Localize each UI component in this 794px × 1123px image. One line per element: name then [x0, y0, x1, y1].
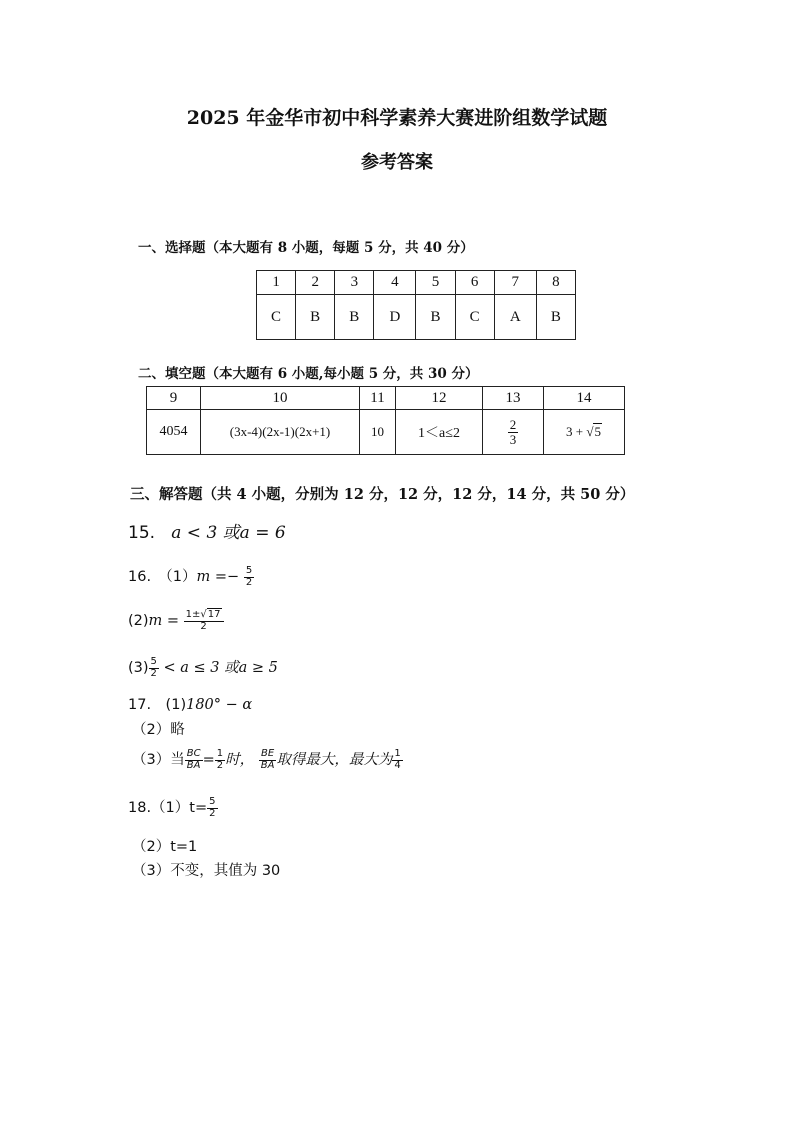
table-cell: 11	[360, 387, 396, 410]
fraction	[149, 657, 159, 679]
fraction-numerator: 2	[509, 416, 517, 432]
numerator-text: 1±	[185, 609, 201, 620]
table-cell: B	[335, 295, 374, 340]
table-cell	[544, 410, 625, 455]
fraction-numerator: 1	[216, 748, 224, 759]
fraction-numerator	[184, 610, 224, 622]
table-cell: 1＜a≤2	[396, 410, 483, 455]
table-cell: 8	[536, 271, 575, 295]
fraction	[392, 749, 402, 771]
question-label: 18.（1）t=	[128, 800, 208, 816]
fraction-numerator: 5	[150, 656, 157, 667]
table-cell: A	[494, 295, 536, 340]
fraction-denominator: 2	[200, 620, 207, 632]
fraction	[508, 418, 519, 446]
fraction-denominator: 2	[209, 807, 216, 819]
question-label: （3）当	[132, 752, 185, 768]
answer-18-part1	[128, 796, 218, 819]
expression-text: 3 +	[566, 424, 587, 439]
question-number: 15.	[128, 523, 156, 543]
section2-heading: 二、填空题（本大题有 6 小题,每小题 5 分，共 30 分）	[138, 366, 479, 382]
fraction-denominator: 4	[394, 759, 401, 771]
fraction-denominator: 2	[150, 667, 157, 679]
table-cell: 10	[360, 410, 396, 455]
table-cell: 4054	[147, 410, 201, 455]
table-cell: (3x-4)(2x-1)(2x+1)	[201, 410, 360, 455]
table-cell-fraction	[483, 410, 544, 455]
table-cell: 1	[257, 271, 296, 295]
table-row-answers	[257, 295, 576, 340]
table-cell: B	[536, 295, 575, 340]
fraction	[259, 749, 277, 771]
fraction	[207, 797, 217, 819]
fraction-denominator: 2	[245, 576, 253, 588]
answer-17-part2: （2）略	[132, 722, 185, 738]
equals-sign: =	[202, 752, 215, 768]
table-row-question-numbers	[147, 387, 625, 410]
radicand: 5	[594, 424, 601, 439]
table-cell: D	[374, 295, 416, 340]
question-label: 16. （1）	[128, 569, 197, 585]
section1-heading: 一、选择题（本大题有 8 小题，每题 5 分，共 40 分）	[138, 240, 474, 256]
answer-expression: m =	[148, 613, 180, 629]
table-cell: B	[296, 295, 335, 340]
answer-18-part2: （2）t=1	[132, 839, 198, 855]
radicand: 17	[207, 609, 221, 620]
answer-text: 时，	[225, 752, 255, 768]
table-cell: 3	[335, 271, 374, 295]
section3-heading: 三、解答题（共 4 小题，分别为 12 分，12 分，12 分，14 分，共 50 分）	[130, 486, 635, 503]
table-cell: 12	[396, 387, 483, 410]
answer-expression: < a ≤ 3 或a ≥ 5	[163, 660, 278, 676]
fraction	[184, 610, 224, 632]
question-label: (2)	[128, 613, 149, 629]
fraction	[244, 566, 254, 588]
table-cell: C	[257, 295, 296, 340]
answer-18-part3: （3）不变，其值为 30	[132, 863, 281, 879]
fraction	[185, 749, 203, 771]
answer-text: 取得最大，最大为	[276, 752, 393, 768]
document-subtitle: 参考答案	[361, 152, 433, 173]
fraction-numerator: 5	[245, 565, 253, 576]
answer-16-part1	[128, 565, 254, 588]
answer-17-part1	[128, 693, 252, 714]
document-title: 2025 年金华市初中科学素养大赛进阶组数学试题	[186, 107, 608, 129]
fraction-numerator: 1	[394, 748, 401, 759]
answer-expression: m =−	[196, 569, 240, 585]
answer-expression: a < 3 或a = 6	[171, 523, 286, 543]
table-cell: C	[455, 295, 494, 340]
answer-15	[128, 518, 286, 543]
fraction-numerator: BE	[260, 748, 275, 759]
answer-17-part3	[132, 748, 403, 771]
table-cell: B	[416, 295, 455, 340]
table-row-question-numbers	[257, 271, 576, 295]
fill-blank-answer-table	[146, 386, 625, 455]
fraction-denominator: BA	[260, 759, 275, 771]
table-row-answers	[147, 410, 625, 455]
table-cell: 7	[494, 271, 536, 295]
answer-16-part2	[128, 610, 224, 632]
multiple-choice-answer-table	[256, 270, 576, 340]
answer-expression: 180° − α	[186, 697, 253, 713]
fraction-numerator: BC	[186, 748, 201, 759]
fraction	[215, 749, 225, 771]
answer-16-part3	[128, 656, 278, 679]
table-cell: 2	[296, 271, 335, 295]
table-cell: 6	[455, 271, 494, 295]
fraction-denominator: BA	[186, 759, 201, 771]
question-label: 17. (1)	[128, 697, 187, 713]
sqrt-symbol: √17	[200, 609, 221, 620]
table-cell: 5	[416, 271, 455, 295]
fraction-denominator: 3	[509, 431, 517, 447]
table-cell: 4	[374, 271, 416, 295]
table-cell: 9	[147, 387, 201, 410]
table-cell: 14	[544, 387, 625, 410]
table-cell: 10	[201, 387, 360, 410]
sqrt-symbol: √5	[586, 424, 601, 439]
fraction-denominator: 2	[216, 759, 224, 771]
table-cell: 13	[483, 387, 544, 410]
question-label: (3)	[128, 660, 149, 676]
fraction-numerator: 5	[209, 796, 216, 807]
